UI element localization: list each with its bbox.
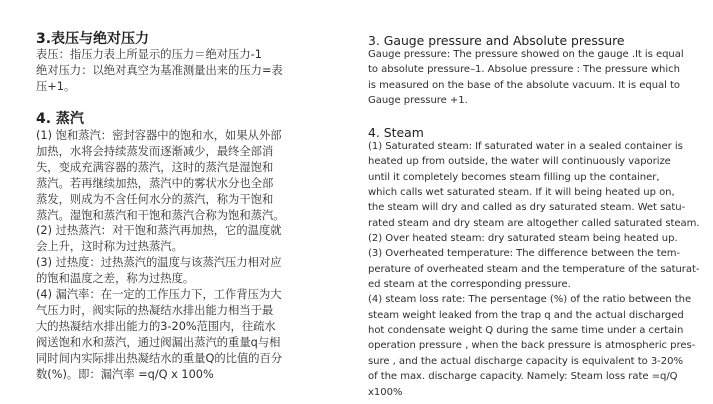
text-line: heated up from outside, the water will continuously vaporize <box>368 156 671 168</box>
text-line: hot condensate weight Q during the same time under a certain <box>368 325 684 337</box>
text-line: 压+1。 <box>36 79 76 93</box>
text-line: (2) 过热蒸汽：对干饱和蒸汽再加热，它的温度就 <box>36 224 282 238</box>
section-4-heading-zh: 4. 蒸汽 <box>36 111 84 127</box>
text-line: sure , and the actual discharge capacity is equivalent to 3-20% <box>368 355 683 367</box>
text-line: 气压力时，阀实际的热凝结水排出能力相当于最 <box>36 303 274 317</box>
text-line: operation pressure , when the back pressure is atmospheric pres- <box>368 340 696 352</box>
text-line: Gauge pressure +1. <box>368 95 468 107</box>
section-4-body-en <box>368 139 700 400</box>
section-3-heading-zh: 3.表压与绝对压力 <box>36 31 150 47</box>
section-4-body-zh <box>36 128 285 383</box>
text-line: 数(%)。即：漏汽率 =q/Q x 100% <box>36 367 214 381</box>
text-line: 同时间内实际排出热凝结水的重量Q的比值的百分 <box>36 351 283 365</box>
text-line: 大的热凝结水排出能力的3-20%范围内，往疏水 <box>36 319 276 333</box>
section-3-heading-en: 3. Gauge pressure and Absolute pressure <box>368 33 625 48</box>
section-3-body-en <box>368 47 684 108</box>
text-line: 的饱和温度之差，称为过热度。 <box>36 272 195 286</box>
section-3-body-zh <box>36 47 283 95</box>
text-line: perature of overheated steam and the temperature of the saturat- <box>368 263 700 275</box>
text-line: 蒸发，则成为不含任何水分的蒸汽，称为干饱和 <box>36 192 274 206</box>
text-line: 阀送饱和水和蒸汽，通过阀漏出蒸汽的重量q与相 <box>36 335 281 349</box>
text-line: is measured on the base of the absolute vacuum. It is equal to <box>368 79 680 91</box>
text-line: 失，变成充满容器的蒸汽，这时的蒸汽是湿饱和 <box>36 160 274 174</box>
text-line: 会上升，这时称为过热蒸汽。 <box>36 240 183 254</box>
text-line: (2) Over heated steam: dry saturated steam being heated up. <box>368 233 678 245</box>
text-line: x100% <box>368 386 403 398</box>
text-line: (4) steam loss rate: The persentage (%) of the ratio between the <box>368 294 692 306</box>
text-line: the steam will dry and called as dry saturated steam. Wet satu- <box>368 202 686 214</box>
text-line: 绝对压力：以绝对真空为基准测量出来的压力=表 <box>36 63 283 77</box>
section-4-heading-en: 4. Steam <box>368 125 424 140</box>
text-line: Gauge pressure: The pressure showed on the gauge .It is equal <box>368 49 684 60</box>
text-line: to absolute pressure–1. Absolue pressure : The pressure which <box>368 64 680 76</box>
text-line: 加热，水将会持续蒸发而逐渐减少，最终全部消 <box>36 144 274 158</box>
text-line: (3) Overheated temperature: The difference between the tem- <box>368 248 681 260</box>
text-line: 蒸汽。湿饱和蒸汽和干饱和蒸汽合称为饱和蒸汽。 <box>36 208 285 222</box>
text-line: until it completely becomes steam filling up the container, <box>368 171 660 183</box>
text-line: (1) 饱和蒸汽：密封容器中的饱和水，如果从外部 <box>36 129 282 142</box>
text-line: steam weight leaked from the trap q and the actual discharged <box>368 309 684 321</box>
text-line: (3) 过热度：过热蒸汽的温度与该蒸汽压力相对应 <box>36 256 282 270</box>
text-line: of the max. discharge capacity. Namely: Steam loss rate =q/Q <box>368 371 678 383</box>
text-line: rated steam and dry steam are altogether called saturated steam. <box>368 217 700 229</box>
text-line: (1) Saturated steam: If saturated water in a sealed container is <box>368 141 683 152</box>
text-line: 蒸汽。若再继续加热，蒸汽中的雾状水分也全部 <box>36 176 274 190</box>
text-line: ed steam at the corresponding pressure. <box>368 279 571 291</box>
text-line: (4) 漏汽率：在一定的工作压力下，工作背压为大 <box>36 288 282 302</box>
text-line: 表压：指压力表上所显示的压力＝绝对压力-1 <box>36 48 262 61</box>
text-line: which calls wet saturated steam. If it will being heated up on, <box>368 187 675 199</box>
